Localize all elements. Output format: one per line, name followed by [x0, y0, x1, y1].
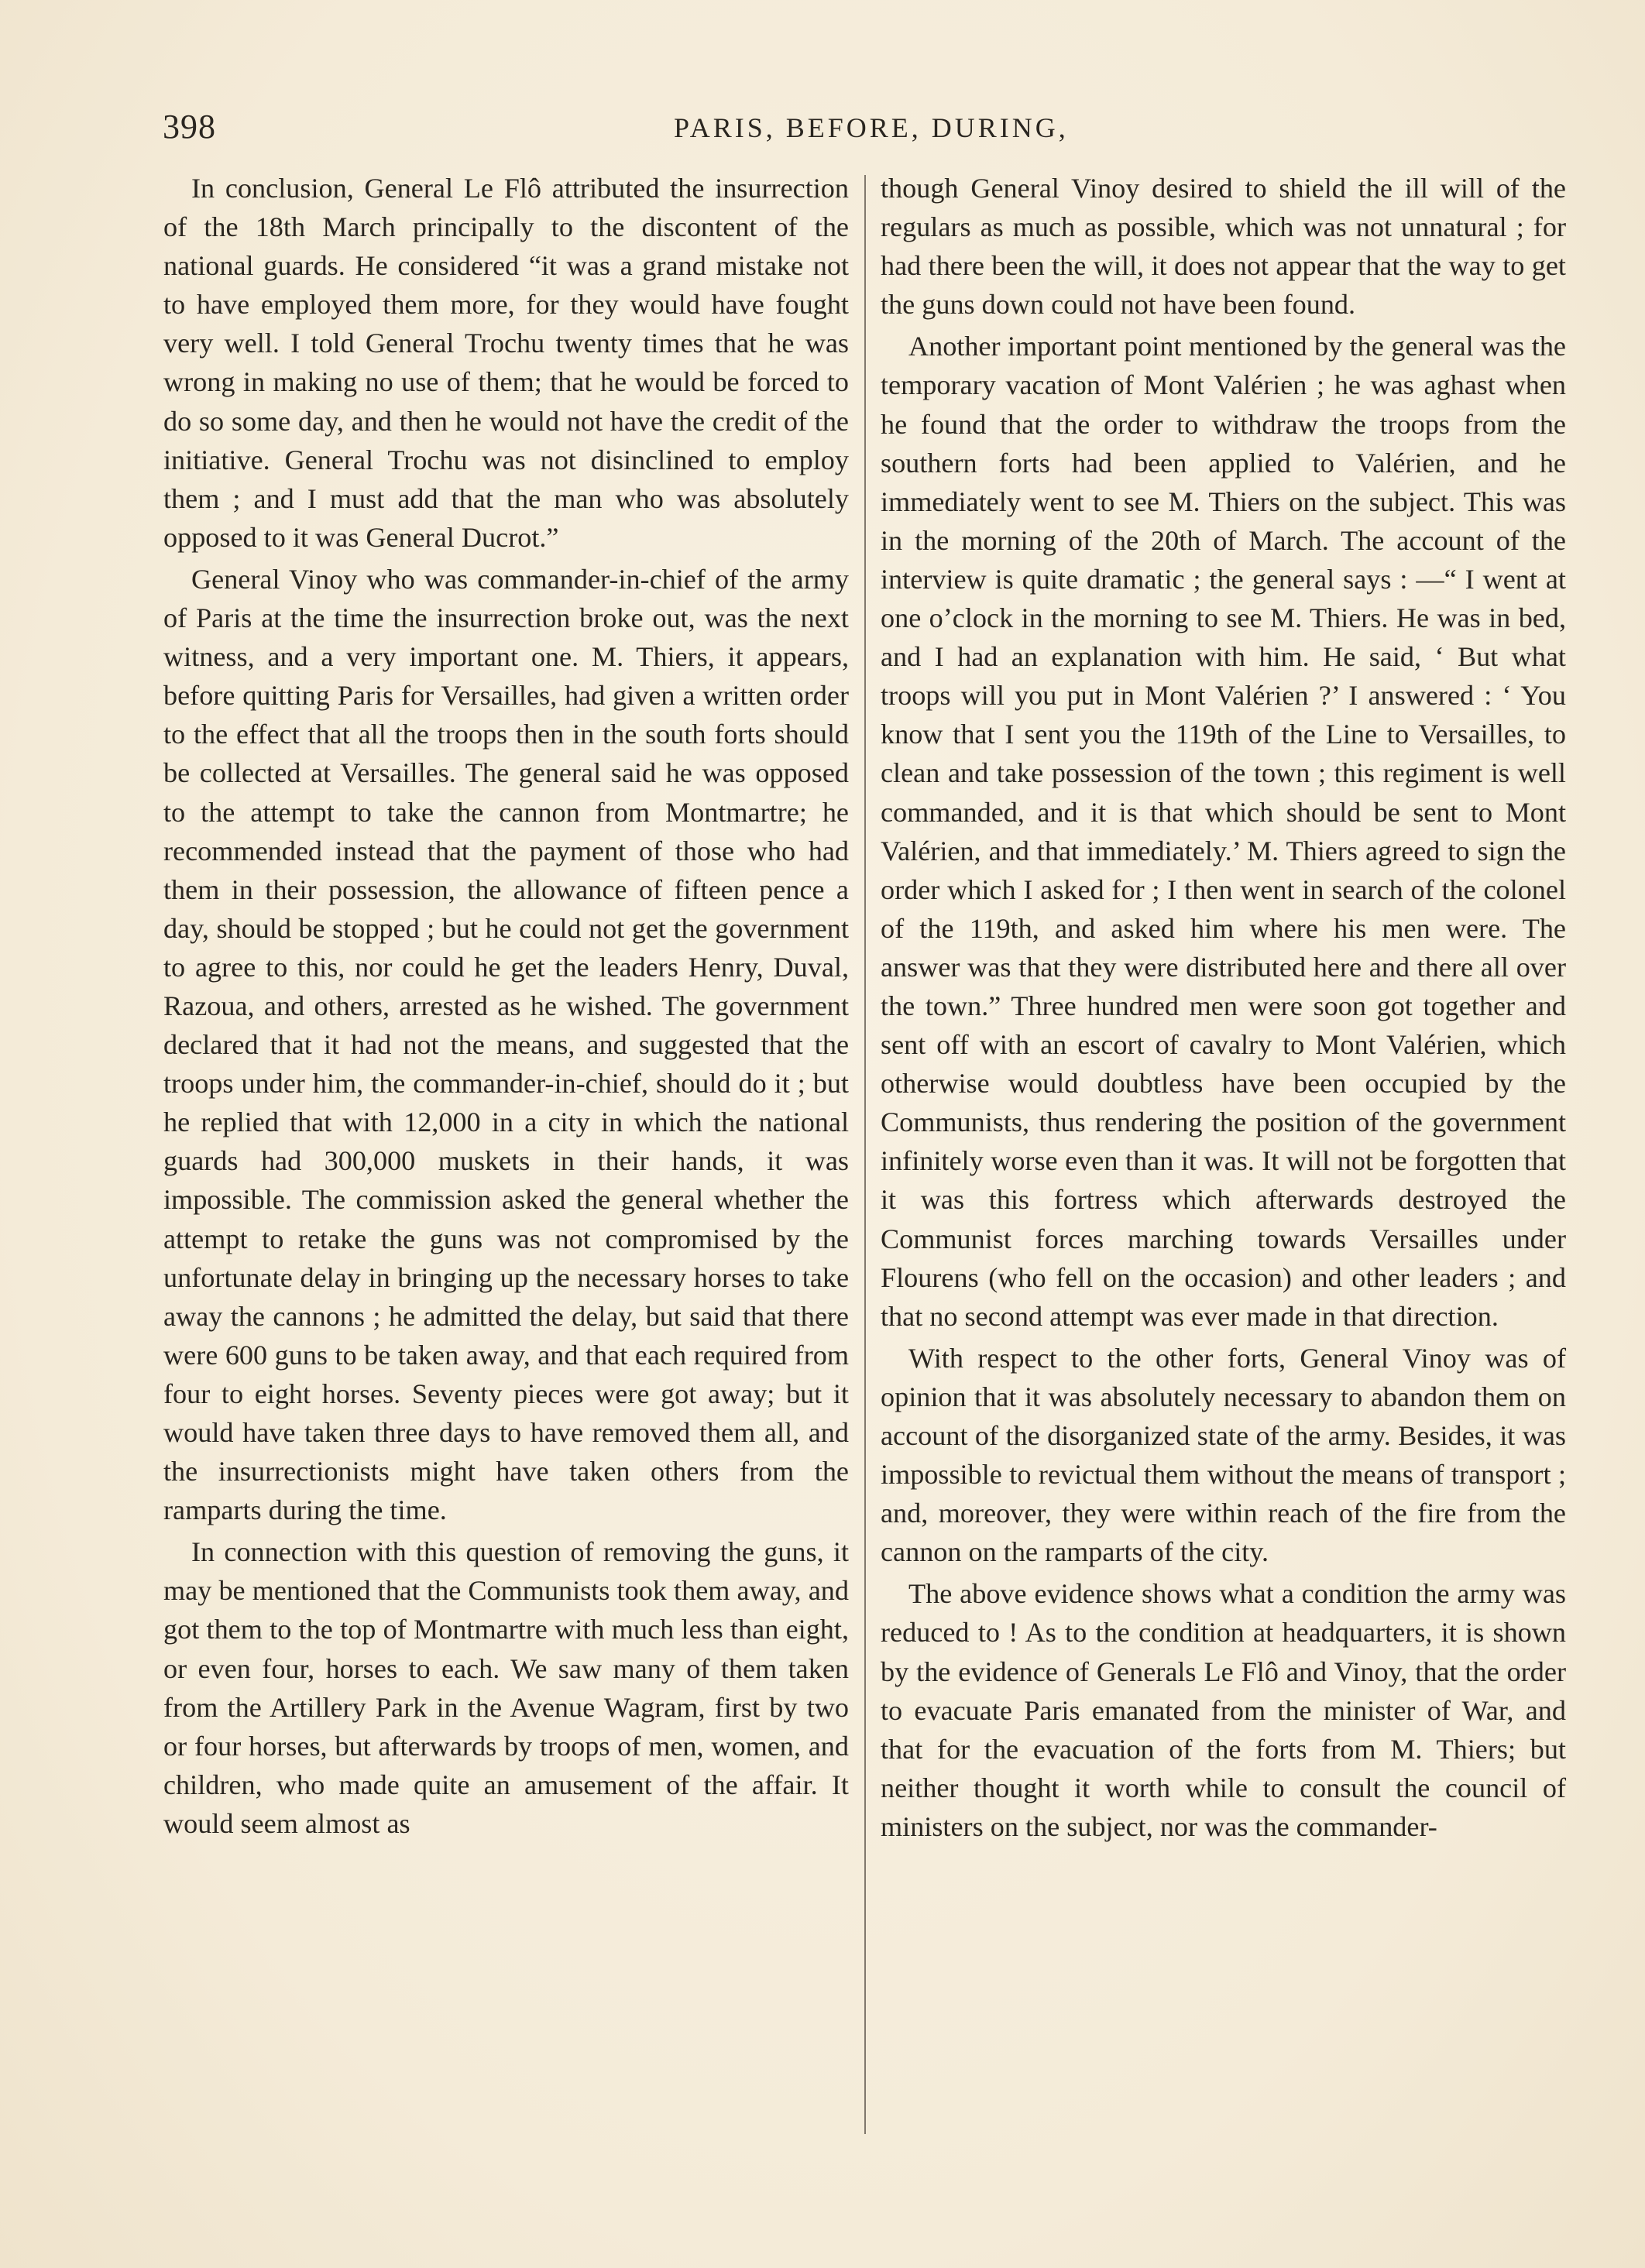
- paragraph-continuation: though General Vinoy desired to shield the ill will of the regulars as much as possible, which was not unnatural ; for had there been the will, it does not appear that the way to get the guns down could not have been found.: [881, 173, 1566, 321]
- running-head: [163, 107, 1566, 153]
- paragraph-mont-valerien: Another important point mentioned by the general was the temporary vacation of Mont Valérien ; he was aghast when he found that the order to withdraw the troops from the southern forts had been applied to Valérien, and he immediately went to see M. Thiers on the subject. This was in the morning of the 20th of March. The account of the interview is quite dramatic ; the general says : —“ I went at one o’clock in the morning to see M. Thiers. He was in bed, and I had an explanation with him. He said, ‘ But what troops will you put in Mont Valérien ?’ I answered : ‘ You know that I sent you the 119th of the Line to Versailles, to clean and take possession of the town ; this regiment is well commanded, and it is that which should be sent to Mont Valérien, and that immediately.’ M. Thiers agreed to sign the order which I asked for ; I then went in search of the colonel of the 119th, and asked him where his men were. The answer was that they were distributed here and there all over the town.” Three hundred men were soon got together and sent off with an escort of cavalry to Mont Valérien, which otherwise would doubtless have been occupied by the Communists, thus rendering the position of the government infinitely worse even than it was. It will not be forgotten that it was this fortress which afterwards destroyed the Communist forces marching towards Versailles under Flourens (who fell on the occasion) and other leaders ; and that no second attempt was ever made in that direction.: [881, 331, 1566, 1332]
- paragraph-removing-guns: In connection with this question of removing the guns, it may be mentioned that the Communists took them away, and got them to the top of Montmartre with much less than eight, or even four, horses to each. We saw many of them taken from the Artillery Park in the Avenue Wagram, first by two or four horses, but afterwards by troops of men, women, and children, who made quite an amusement of the affair. It would seem almost as: [163, 1536, 849, 1839]
- paragraph-other-forts: With respect to the other forts, General Vinoy was of opinion that it was absolutely necessary to abandon them on account of the disorganized state of the army. Besides, it was impossible to revictual them without the means of transport ; and, moreover, they were within reach of the fire from the cannon on the ramparts of the city.: [881, 1342, 1566, 1568]
- paragraph-vinoy-testimony: General Vinoy who was commander-in-chief of the army of Paris at the time the insurrection broke out, was the next witness, and a very important one. M. Thiers, it appears, before quitting Paris for Versailles, had given a written order to the effect that all the troops then in the south forts should be collected at Versailles. The general said he was opposed to the attempt to take the cannon from Montmartre; he recommended instead that the payment of those who had them in their possession, the allowance of fifteen pence a day, should be stopped ; but he could not get the government to agree to this, nor could he get the leaders Henry, Duval, Razoua, and others, arrested as he wished. The government declared that it had not the means, and suggested that the troops under him, the commander-in-chief, should do it ; but he replied that with 12,000 in a city in which the national guards had 300,000 muskets in their hands, it was impossible. The commission asked the general whether the attempt to retake the guns was not compromised by the unfortunate delay in bringing up the necessary horses to take away the cannons ; he admitted the delay, but said that there were 600 guns to be taken away, and that each required from four to eight horses. Seventy pieces were got away; but it would have taken three days to have removed them all, and the insurrectionists might have taken others from the ramparts during the time.: [163, 563, 849, 1526]
- paragraph-le-flo-conclusion: In conclusion, General Le Flô attributed the insurrection of the 18th March principally to the discontent of the national guards. He considered “it was a grand mistake not to have employed them more, for they would have fought very well. I told General Trochu twenty times that he was wrong in making no use of them; that he would be forced to do so some day, and then he would not have the credit of the initiative. General Trochu was not disinclined to employ them ; and I must add that the man who was absolutely opposed to it was General Ducrot.”: [163, 173, 849, 553]
- right-column: [881, 169, 1566, 1849]
- paragraph-evidence-summary: The above evidence shows what a condition the army was reduced to ! As to the condition at headquarters, it is shown by the evidence of Generals Le Flô and Vinoy, that the order to evacuate Paris emanated from the minister of War, and that for the evacuation of the forts from M. Thiers; but neither thought it worth while to consult the council of ministers on the subject, nor was the commander-: [881, 1578, 1566, 1842]
- column-divider: [864, 175, 866, 2134]
- left-column: [163, 169, 849, 1846]
- page-number: 398: [163, 108, 216, 146]
- running-title: PARIS, BEFORE, DURING,: [674, 112, 1069, 143]
